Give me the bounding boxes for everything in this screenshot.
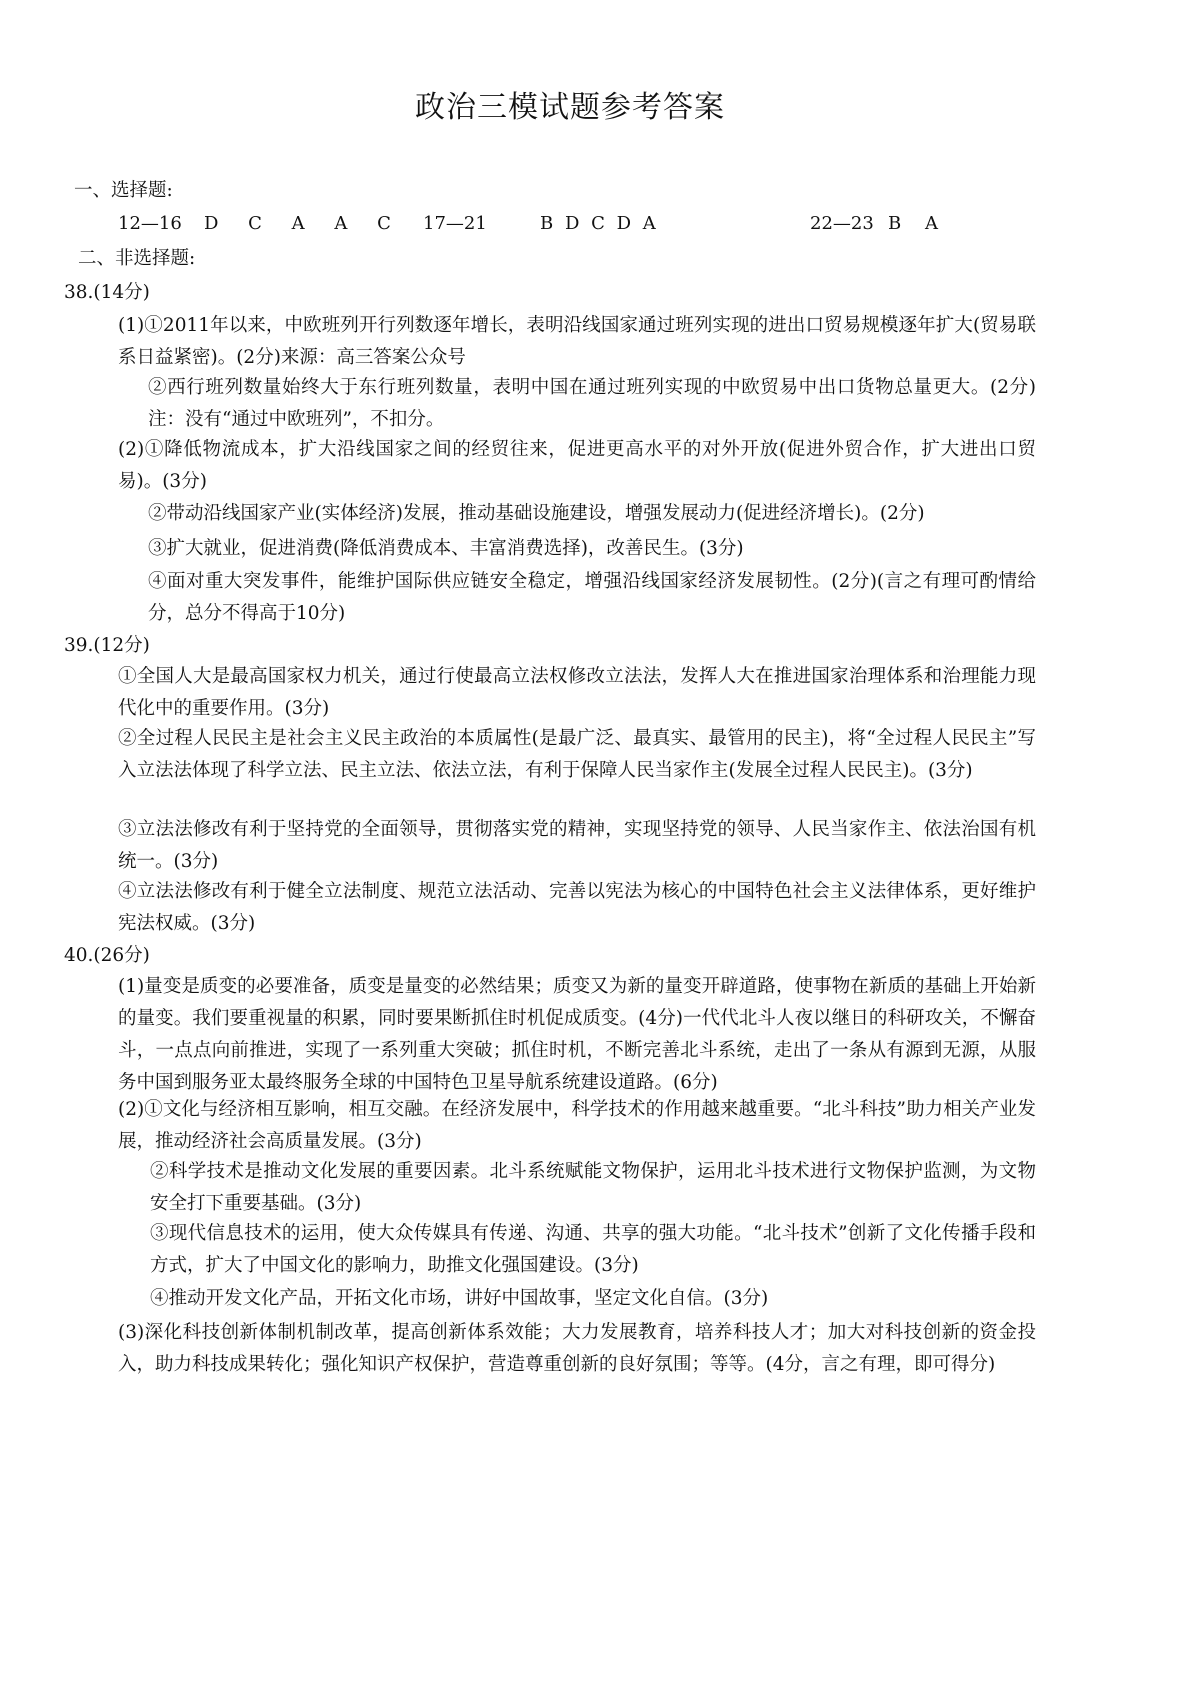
- q39-point3: ③立法法修改有利于坚持党的全面领导，贯彻落实党的精神，实现坚持党的领导、人民当家作主、依法治国有机统一。(3分): [118, 819, 1036, 872]
- q40-part2-point2: ②科学技术是推动文化发展的重要因素。北斗系统赋能文物保护，运用北斗技术进行文物保护监测，为文物安全打下重要基础。(3分): [150, 1161, 1036, 1214]
- answer-range-22-23: 22—23: [810, 213, 874, 234]
- question-38-label: 38.(14分): [64, 282, 150, 303]
- q39-point1: ①全国人大是最高国家权力机关，通过行使最高立法权修改立法法，发挥人大在推进国家治理体系和治理能力现代化中的重要作用。(3分): [118, 666, 1036, 719]
- answer-range-12-16: 12—16: [118, 213, 182, 234]
- question-39-label: 39.(12分): [64, 635, 150, 656]
- q40-part2-point3: ③现代信息技术的运用，使大众传媒具有传递、沟通、共享的强大功能。“北斗技术”创新了文化传播手段和方式，扩大了中国文化的影响力，助推文化强国建设。(3分): [150, 1223, 1036, 1276]
- q40-part2-point1: (2)①文化与经济相互影响，相互交融。在经济发展中，科学技术的作用越来越重要。“北斗科技”助力相关产业发展，推动经济社会高质量发展。(3分): [118, 1099, 1036, 1152]
- q40-part2-point4: ④推动开发文化产品，开拓文化市场，讲好中国故事，坚定文化自信。(3分): [150, 1288, 769, 1309]
- q38-part2-point4: ④面对重大突发事件，能维护国际供应链安全稳定，增强沿线国家经济发展韧性。(2分)(言之有理可酌情给分，总分不得高于10分): [148, 571, 1036, 624]
- q38-part1-point1: (1)①2011年以来，中欧班列开行列数逐年增长，表明沿线国家通过班列实现的进出口贸易规模逐年扩大(贸易联系日益紧密)。(2分)来源：高三答案公众号: [118, 315, 1036, 368]
- q38-part2-point2: ②带动沿线国家产业(实体经济)发展，推动基础设施建设，增强发展动力(促进经济增长)。(2分): [148, 503, 925, 524]
- answers-22-23: B A: [888, 213, 938, 234]
- q38-part1-point2: ②西行班列数量始终大于东行班列数量，表明中国在通过班列实现的中欧贸易中出口货物总量更大。(2分)注：没有“通过中欧班列”，不扣分。: [148, 377, 1036, 430]
- answers-17-21: B D C D A: [540, 213, 656, 234]
- q39-point2: ②全过程人民民主是社会主义民主政治的本质属性(是最广泛、最真实、最管用的民主)，将“全过程人民民主”写入立法法体现了科学立法、民主立法、依法立法，有利于保障人民当家作主(发展全过程人民民主)。(3分): [118, 728, 1036, 781]
- q38-part2-point1: (2)①降低物流成本，扩大沿线国家之间的经贸往来，促进更高水平的对外开放(促进外贸合作，扩大进出口贸易)。(3分): [118, 439, 1036, 492]
- q39-point4: ④立法法修改有利于健全立法制度、规范立法活动、完善以宪法为核心的中国特色社会主义法律体系，更好维护宪法权威。(3分): [118, 881, 1036, 934]
- q40-part1: (1)量变是质变的必要准备，质变是量变的必然结果；质变又为新的量变开辟道路，使事物在新质的基础上开始新的量变。我们要重视量的积累，同时要果断抓住时机促成质变。(4分)一代代北斗人夜以继日的科研攻关，不懈奋斗，一点点向前推进，实现了一系列重大突破；抓住时机，不断完善北斗系统，走出了一条从有源到无源，从服务中国到服务亚太最终服务全球的中国特色卫星导航系统建设道路。(6分): [118, 976, 1036, 1093]
- answers-12-16: D C A A C: [204, 213, 391, 234]
- page-title: 政治三模试题参考答案: [415, 90, 725, 125]
- section2-heading: 二、非选择题:: [78, 248, 196, 269]
- answer-range-17-21: 17—21: [423, 213, 487, 234]
- q38-part2-point3: ③扩大就业，促进消费(降低消费成本、丰富消费选择)，改善民生。(3分): [148, 538, 744, 559]
- section1-heading: 一、选择题:: [74, 180, 173, 201]
- question-40-label: 40.(26分): [64, 945, 150, 966]
- q40-part3: (3)深化科技创新体制机制改革，提高创新体系效能；大力发展教育，培养科技人才；加大对科技创新的资金投入，助力科技成果转化；强化知识产权保护，营造尊重创新的良好氛围；等等。(4分，言之有理，即可得分): [118, 1322, 1036, 1375]
